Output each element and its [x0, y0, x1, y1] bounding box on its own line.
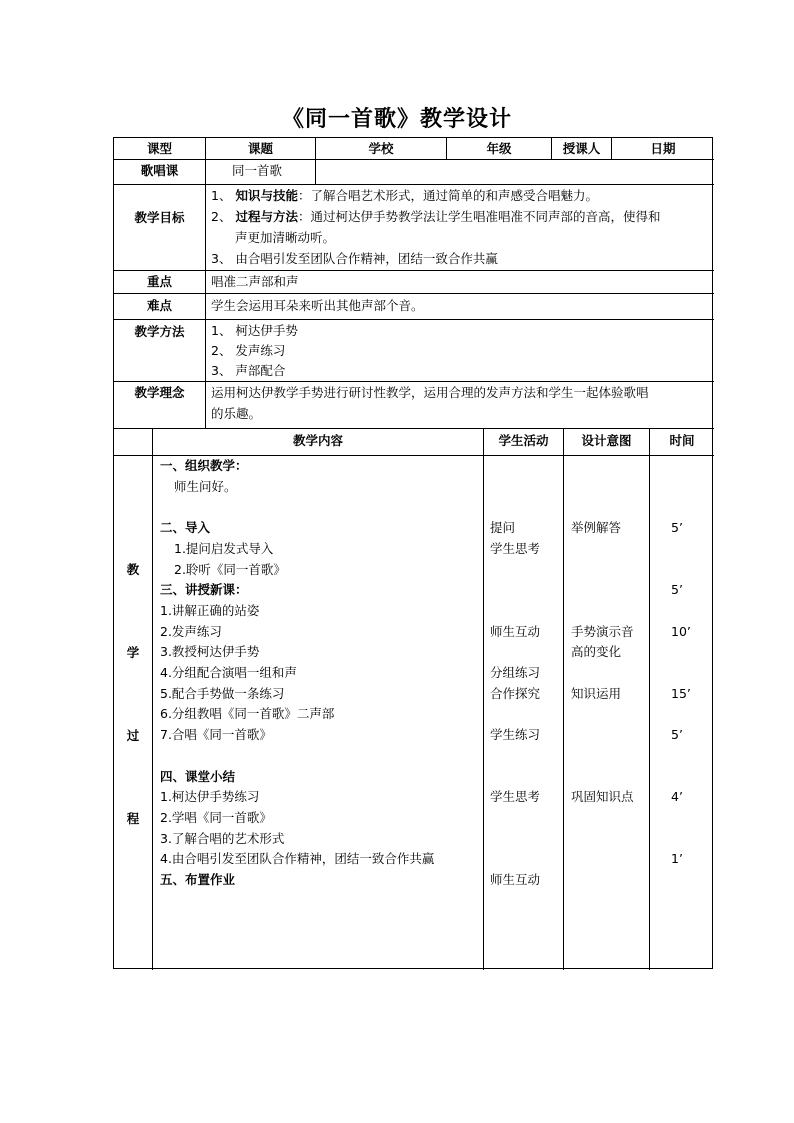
content-line: 5.配合手势做一条练习 — [160, 685, 285, 701]
activity-line: 师生互动 — [490, 623, 541, 639]
col-divider — [205, 138, 206, 428]
goals-label: 教学目标 — [134, 210, 185, 225]
philosophy-line: 运用柯达伊教学手势进行研讨性教学，运用合理的发声方法和学生一起体验歌唱 — [211, 385, 649, 400]
process-col-time: 时间 — [669, 433, 695, 448]
intent-line: 手势演示音 — [571, 623, 634, 639]
header-type: 课型 — [146, 141, 172, 156]
time-line: 15’ — [671, 685, 691, 701]
content-line: 4.分组配合演唱一组和声 — [160, 665, 297, 680]
lesson-topic-value: 同一首歌 — [232, 163, 283, 178]
process-side-char: 教 — [126, 562, 140, 577]
process-col-intent: 设计意图 — [581, 433, 632, 448]
header-grade: 年级 — [486, 141, 512, 156]
row-divider — [114, 270, 714, 271]
content-line: 2.聆听《同一首歌》 — [174, 561, 286, 577]
content-line: 2.发声练习 — [160, 623, 222, 639]
activity-line: 合作探究 — [490, 685, 541, 701]
activity-line: 学生练习 — [490, 727, 541, 743]
row-divider — [114, 428, 714, 429]
lesson-type-value: 歌唱课 — [140, 163, 179, 178]
intent-line: 高的变化 — [571, 644, 622, 660]
col-divider — [563, 428, 564, 970]
method-item: 2、 发声练习 — [211, 343, 286, 358]
process-side-char: 过 — [126, 728, 140, 743]
content-line: 一、组织教学： — [160, 458, 248, 473]
col-divider — [649, 428, 650, 970]
content-line: 五、布置作业 — [160, 872, 236, 887]
time-line: 5’ — [671, 727, 683, 743]
content-line: 4.由合唱引发至团队合作精神，团结一致合作共赢 — [160, 851, 435, 867]
time-line: 10’ — [671, 623, 691, 639]
goal-2-continued: 声更加清晰动听。 — [235, 230, 336, 245]
content-line: 二、导入 — [160, 520, 211, 536]
content-line: 1.讲解正确的站姿 — [160, 602, 260, 618]
activity-line: 师生互动 — [490, 872, 541, 887]
process-side-char: 学 — [126, 645, 140, 660]
key-point-value: 唱准二声部和声 — [211, 274, 299, 289]
row-divider — [114, 293, 714, 294]
key-point-label: 重点 — [146, 274, 172, 289]
content-line: 7.合唱《同一首歌》 — [160, 727, 272, 743]
process-col-content: 教学内容 — [292, 433, 343, 448]
philosophy-line: 的乐趣。 — [211, 406, 262, 421]
col-divider — [483, 428, 484, 970]
method-item: 1、 柯达伊手势 — [211, 323, 298, 338]
lesson-plan-table — [113, 137, 713, 969]
intent-line: 举例解答 — [571, 520, 622, 536]
activity-line: 分组练习 — [490, 665, 541, 680]
content-line: 师生问好。 — [174, 478, 237, 494]
method-item: 3、 声部配合 — [211, 363, 286, 378]
content-line: 3.教授柯达伊手势 — [160, 644, 260, 660]
philosophy-label: 教学理念 — [134, 385, 185, 400]
page-title: 《同一首歌》教学设计 — [281, 106, 512, 132]
header-teacher: 授课人 — [562, 141, 601, 156]
col-divider — [152, 428, 153, 970]
content-line: 1.柯达伊手势练习 — [160, 789, 260, 805]
content-line: 1.提问启发式导入 — [174, 540, 274, 556]
goal-3: 3、 由合唱引发至团队合作精神，团结一致合作共赢 — [211, 251, 498, 266]
process-side-char: 程 — [126, 811, 140, 826]
goal-2: 2、 过程与方法：通过柯达伊手势教学法让学生唱准唱准不同声部的音高，使得和 — [211, 209, 661, 224]
content-line: 四、课堂小结 — [160, 768, 236, 784]
methods-label: 教学方法 — [134, 324, 185, 339]
time-line: 5’ — [671, 582, 683, 598]
header-topic: 课题 — [247, 141, 273, 156]
content-line: 3.了解合唱的艺术形式 — [160, 830, 285, 846]
content-line: 6.分组教唱《同一首歌》二声部 — [160, 706, 335, 722]
difficulty-value: 学生会运用耳朵来听出其他声部个音。 — [211, 298, 424, 313]
difficulty-label: 难点 — [146, 298, 172, 313]
time-line: 4’ — [671, 789, 683, 805]
header-date: 日期 — [650, 141, 676, 156]
header-school: 学校 — [368, 141, 394, 156]
time-line: 1’ — [671, 851, 683, 867]
goal-1: 1、 知识与技能：了解合唱艺术形式，通过简单的和声感受合唱魅力。 — [211, 188, 598, 203]
row-divider — [114, 319, 714, 320]
activity-line: 学生思考 — [490, 789, 541, 805]
intent-line: 知识运用 — [571, 685, 622, 701]
process-col-activity: 学生活动 — [498, 433, 549, 448]
content-line: 三、讲授新课： — [160, 582, 248, 598]
time-line: 5’ — [671, 520, 683, 536]
activity-line: 提问 — [490, 520, 516, 536]
intent-line: 巩固知识点 — [571, 789, 634, 805]
row-divider — [114, 184, 714, 185]
content-line: 2.学唱《同一首歌》 — [160, 809, 272, 825]
row-divider — [114, 381, 714, 382]
activity-line: 学生思考 — [490, 540, 541, 556]
